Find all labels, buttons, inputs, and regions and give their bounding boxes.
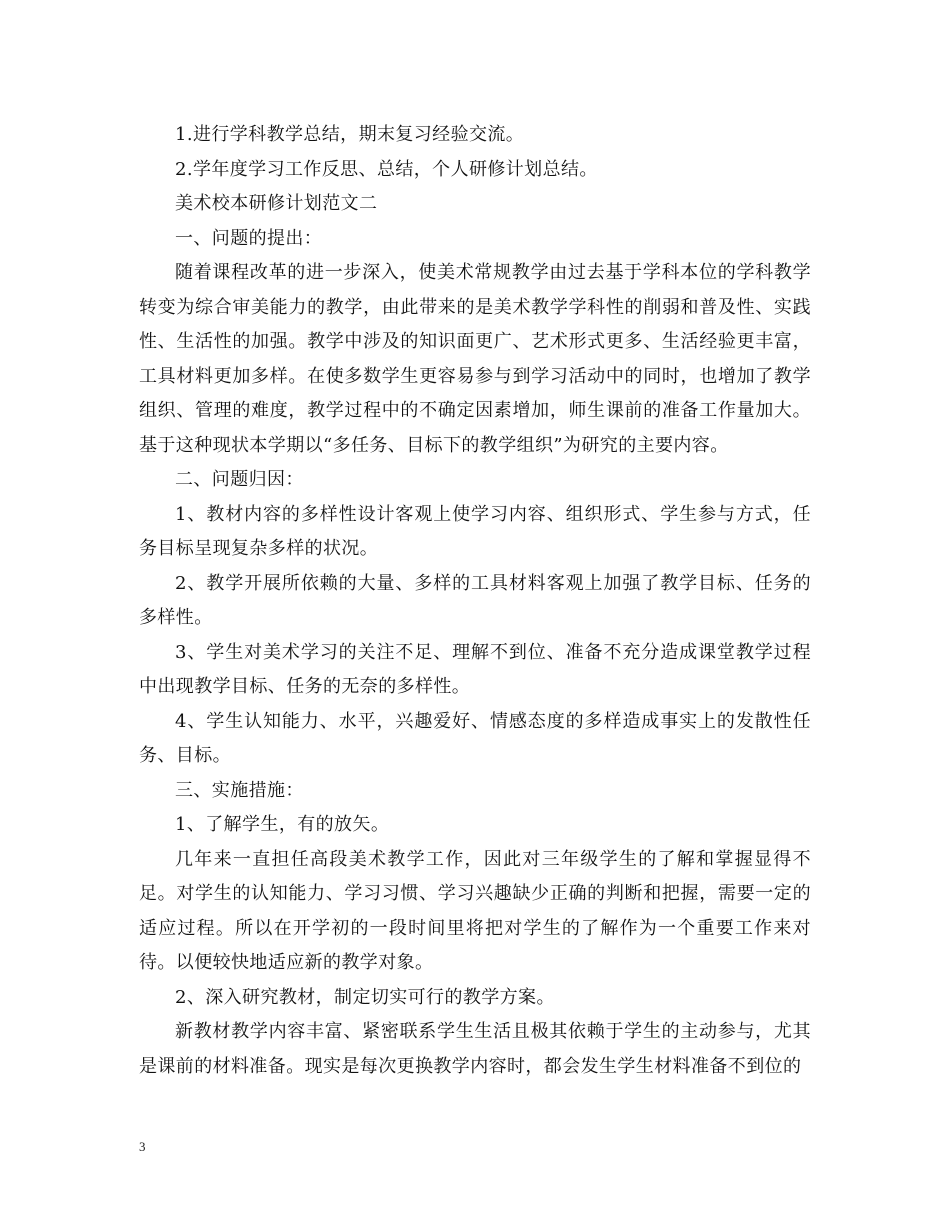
heading-problem-statement: 一、问题的提出： [175, 227, 323, 249]
heading-measure-2: 2、深入研究教材，制定切实可行的教学方案。 [175, 986, 555, 1008]
document-body [139, 118, 811, 1084]
page-number: 3 [139, 1139, 146, 1154]
paragraph-cause-1: 1、教材内容的多样性设计客观上使学习内容、组织形式、学生参与方式，任务目标呈现复杂多样的状况。 [139, 503, 811, 559]
paragraph-problem-description: 随着课程改革的进一步深入，使美术常规教学由过去基于学科本位的学科教学转变为综合审美能力的教学，由此带来的是美术教学学科性的削弱和普及性、实践性、生活性的加强。教学中涉及的知识面更广、艺术形式更多、生活经验更丰富，工具材料更加多样。在使多数学生更容易参与到学习活动中的同时，也增加了教学组织、管理的难度，教学过程中的不确定因素增加，师生课前的准备工作量加大。基于这种现状本学期以“多任务、目标下的教学组织”为研究的主要内容。 [139, 262, 811, 456]
heading-problem-causes: 二、问题归因： [175, 469, 304, 490]
heading-measures: 三、实施措施： [175, 779, 304, 801]
paragraph-cause-2: 2、教学开展所依赖的大量、多样的工具材料客观上加强了教学目标、任务的多样性。 [139, 572, 811, 628]
section-title: 美术校本研修计划范文二 [175, 193, 378, 214]
paragraph-measure-1: 几年来一直担任高段美术教学工作，因此对三年级学生的了解和掌握显得不足。对学生的认知能力、学习习惯、学习兴趣缺少正确的判断和把握，需要一定的适应过程。所以在开学初的一段时间里将把对学生的了解作为一个重要工作来对待。以便较快地适应新的教学对象。 [139, 848, 811, 973]
heading-measure-1: 1、了解学生，有的放矢。 [175, 814, 390, 835]
paragraph-summary-item-1: 1.进行学科教学总结，期末复习经验交流。 [175, 124, 525, 145]
paragraph-measure-2: 新教材教学内容丰富、紧密联系学生生活且极其依赖于学生的主动参与，尤其是课前的材料准备。现实是每次更换教学内容时，都会发生学生材料准备不到位的 [139, 1021, 811, 1077]
paragraph-cause-4: 4、学生认知能力、水平，兴趣爱好、情感态度的多样造成事实上的发散性任务、目标。 [139, 710, 811, 766]
paragraph-cause-3: 3、学生对美术学习的关注不足、理解不到位、准备不充分造成课堂教学过程中出现教学目标、任务的无奈的多样性。 [139, 641, 811, 697]
paragraph-summary-item-2: 2.学年度学习工作反思、总结，个人研修计划总结。 [175, 158, 598, 180]
